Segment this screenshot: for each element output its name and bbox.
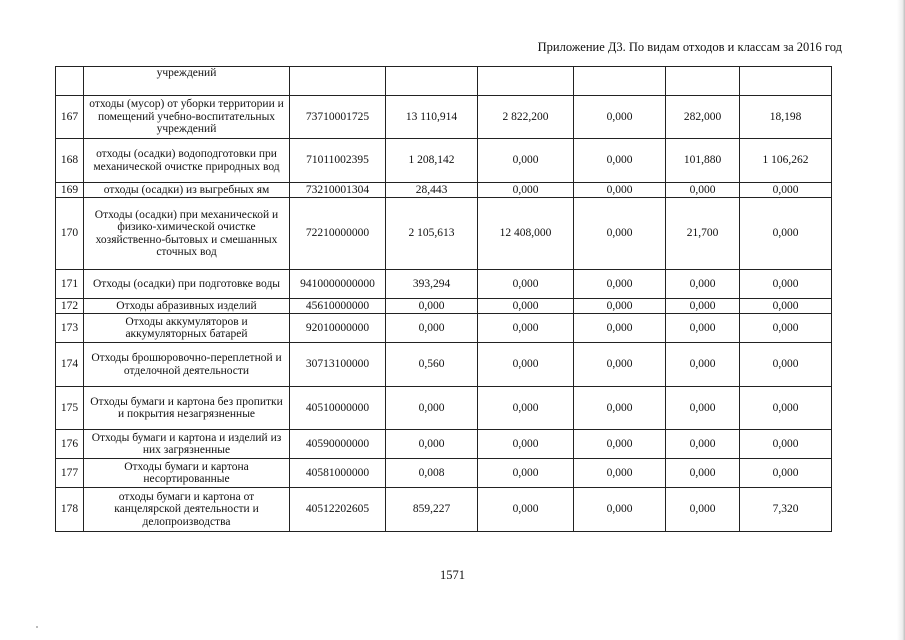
table-row <box>56 314 832 343</box>
value-col-5: 0,000 <box>740 430 832 459</box>
value-col-2 <box>478 67 574 96</box>
row-number: 171 <box>56 270 84 299</box>
table-row <box>56 343 832 387</box>
waste-name: Отходы бумаги и картона несортированные <box>84 459 290 488</box>
row-number: 175 <box>56 387 84 430</box>
row-number: 170 <box>56 198 84 270</box>
table-row <box>56 387 832 430</box>
value-col-2: 0,000 <box>478 387 574 430</box>
value-col-3: 0,000 <box>574 270 666 299</box>
row-number: 178 <box>56 488 84 532</box>
waste-name: отходы (осадки) водоподготовки при механической очистке природных вод <box>84 139 290 183</box>
table-row <box>56 183 832 198</box>
table-row <box>56 198 832 270</box>
value-col-2: 0,000 <box>478 488 574 532</box>
page-number: 1571 <box>440 568 465 582</box>
value-col-4: 0,000 <box>666 459 740 488</box>
value-col-2: 0,000 <box>478 314 574 343</box>
table-row <box>56 270 832 299</box>
value-col-4: 0,000 <box>666 299 740 314</box>
value-col-3: 0,000 <box>574 183 666 198</box>
table-row <box>56 139 832 183</box>
value-col-5: 7,320 <box>740 488 832 532</box>
value-col-1: 0,000 <box>386 430 478 459</box>
value-col-1: 2 105,613 <box>386 198 478 270</box>
waste-code: 40510000000 <box>290 387 386 430</box>
row-number: 173 <box>56 314 84 343</box>
value-col-1: 0,000 <box>386 387 478 430</box>
page-header-title: Приложение Д3. По видам отходов и классам за 2016 год <box>537 40 842 54</box>
value-col-2: 0,000 <box>478 270 574 299</box>
value-col-5: 0,000 <box>740 198 832 270</box>
value-col-5: 0,000 <box>740 314 832 343</box>
value-col-4: 282,000 <box>666 96 740 139</box>
waste-code: 73710001725 <box>290 96 386 139</box>
waste-name: Отходы (осадки) при механической и физико-химической очистке хозяйственно-бытовых и смешанных сточных вод <box>84 198 290 270</box>
row-number: 174 <box>56 343 84 387</box>
value-col-1: 859,227 <box>386 488 478 532</box>
value-col-1: 13 110,914 <box>386 96 478 139</box>
value-col-4: 101,880 <box>666 139 740 183</box>
value-col-4: 0,000 <box>666 183 740 198</box>
value-col-2: 12 408,000 <box>478 198 574 270</box>
value-col-1: 0,000 <box>386 314 478 343</box>
waste-code: 71011002395 <box>290 139 386 183</box>
value-col-5: 0,000 <box>740 387 832 430</box>
row-number: 177 <box>56 459 84 488</box>
value-col-4 <box>666 67 740 96</box>
value-col-5: 0,000 <box>740 270 832 299</box>
value-col-3: 0,000 <box>574 96 666 139</box>
table-row <box>56 459 832 488</box>
value-col-4: 0,000 <box>666 387 740 430</box>
waste-code: 40512202605 <box>290 488 386 532</box>
value-col-3: 0,000 <box>574 459 666 488</box>
value-col-3: 0,000 <box>574 430 666 459</box>
page-edge-shadow <box>897 0 905 640</box>
table-row <box>56 299 832 314</box>
value-col-2: 0,000 <box>478 139 574 183</box>
value-col-3: 0,000 <box>574 488 666 532</box>
waste-code: 73210001304 <box>290 183 386 198</box>
waste-name: отходы (осадки) из выгребных ям <box>84 183 290 198</box>
waste-name: Отходы (осадки) при подготовке воды <box>84 270 290 299</box>
value-col-5: 0,000 <box>740 459 832 488</box>
table-row <box>56 67 832 96</box>
value-col-4: 0,000 <box>666 343 740 387</box>
value-col-1: 0,000 <box>386 299 478 314</box>
waste-name: Отходы брошюровочно-переплетной и отделочной деятельности <box>84 343 290 387</box>
value-col-5 <box>740 67 832 96</box>
scan-speck <box>36 626 38 628</box>
waste-table <box>55 66 832 532</box>
waste-code: 30713100000 <box>290 343 386 387</box>
table-body <box>56 67 832 532</box>
waste-name: Отходы бумаги и картона без пропитки и покрытия незагрязненные <box>84 387 290 430</box>
value-col-2: 0,000 <box>478 343 574 387</box>
row-number <box>56 67 84 96</box>
value-col-2: 0,000 <box>478 299 574 314</box>
value-col-5: 0,000 <box>740 299 832 314</box>
value-col-5: 0,000 <box>740 183 832 198</box>
value-col-3 <box>574 67 666 96</box>
waste-name: Отходы бумаги и картона и изделий из них загрязненные <box>84 430 290 459</box>
row-number: 172 <box>56 299 84 314</box>
value-col-5: 18,198 <box>740 96 832 139</box>
value-col-2: 0,000 <box>478 459 574 488</box>
row-number: 176 <box>56 430 84 459</box>
waste-name: отходы (мусор) от уборки территории и помещений учебно-воспитательных учреждений <box>84 96 290 139</box>
table-row <box>56 488 832 532</box>
waste-name: отходы бумаги и картона от канцелярской деятельности и делопроизводства <box>84 488 290 532</box>
value-col-3: 0,000 <box>574 387 666 430</box>
value-col-3: 0,000 <box>574 314 666 343</box>
value-col-1 <box>386 67 478 96</box>
row-number: 168 <box>56 139 84 183</box>
table-row <box>56 96 832 139</box>
waste-code: 72210000000 <box>290 198 386 270</box>
value-col-3: 0,000 <box>574 198 666 270</box>
value-col-1: 28,443 <box>386 183 478 198</box>
waste-name: Отходы абразивных изделий <box>84 299 290 314</box>
waste-code <box>290 67 386 96</box>
waste-code: 92010000000 <box>290 314 386 343</box>
waste-code: 40581000000 <box>290 459 386 488</box>
value-col-3: 0,000 <box>574 343 666 387</box>
value-col-2: 0,000 <box>478 430 574 459</box>
value-col-4: 0,000 <box>666 314 740 343</box>
table-row <box>56 430 832 459</box>
value-col-3: 0,000 <box>574 299 666 314</box>
value-col-2: 0,000 <box>478 183 574 198</box>
value-col-1: 1 208,142 <box>386 139 478 183</box>
value-col-1: 0,008 <box>386 459 478 488</box>
value-col-3: 0,000 <box>574 139 666 183</box>
value-col-1: 393,294 <box>386 270 478 299</box>
value-col-5: 0,000 <box>740 343 832 387</box>
waste-code: 40590000000 <box>290 430 386 459</box>
value-col-5: 1 106,262 <box>740 139 832 183</box>
value-col-4: 0,000 <box>666 430 740 459</box>
waste-code: 45610000000 <box>290 299 386 314</box>
value-col-4: 0,000 <box>666 488 740 532</box>
value-col-4: 0,000 <box>666 270 740 299</box>
waste-code: 9410000000000 <box>290 270 386 299</box>
row-number: 169 <box>56 183 84 198</box>
value-col-2: 2 822,200 <box>478 96 574 139</box>
value-col-4: 21,700 <box>666 198 740 270</box>
value-col-1: 0,560 <box>386 343 478 387</box>
waste-name: Отходы аккумуляторов и аккумуляторных батарей <box>84 314 290 343</box>
waste-name: учреждений <box>84 67 290 96</box>
row-number: 167 <box>56 96 84 139</box>
